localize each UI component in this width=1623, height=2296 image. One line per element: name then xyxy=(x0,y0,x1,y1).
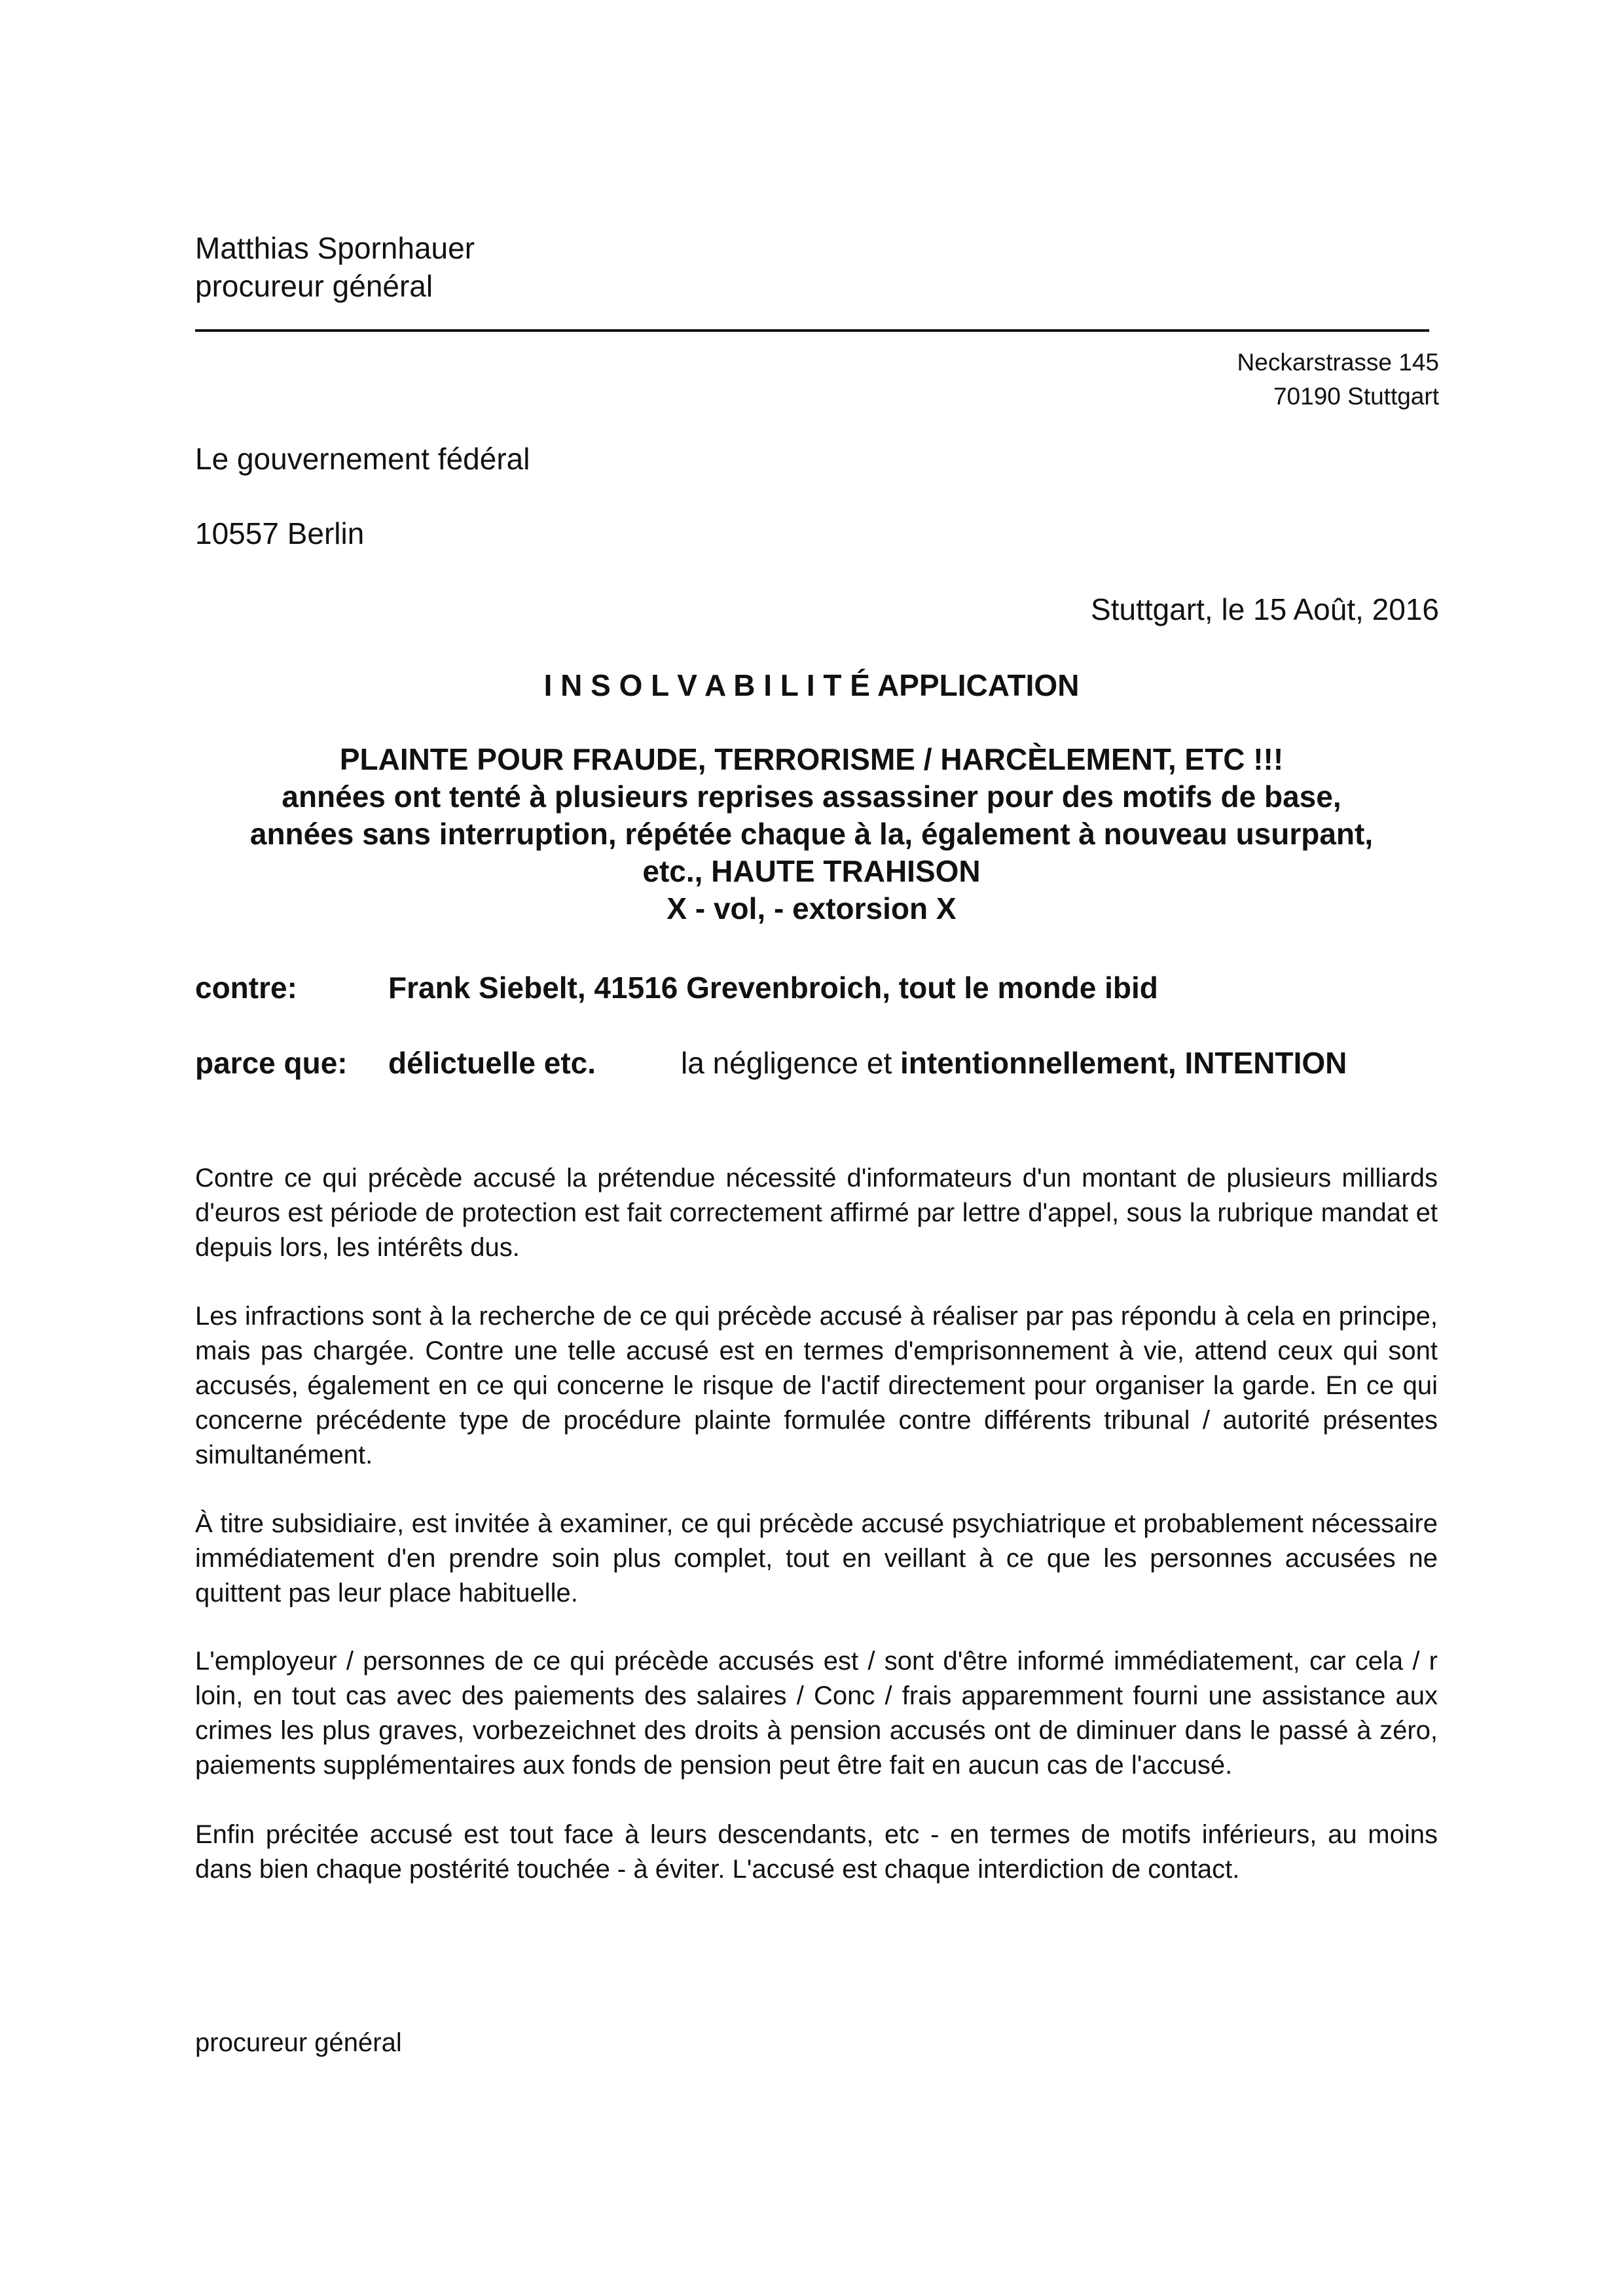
recipient-city: 10557 Berlin xyxy=(195,516,365,550)
because-extra xyxy=(681,1044,1347,1082)
because-value: délictuelle etc. xyxy=(388,1046,596,1080)
against-row xyxy=(195,969,1439,1007)
recipient-name: Le gouvernement fédéral xyxy=(195,442,530,476)
body-paragraph: L'employeur / personnes de ce qui précède accusés est / sont d'être informé immédiatement, car cela / r loin, en tout cas avec des paiements des salaires / Conc / frais apparemment fourni une assistance aux crimes les plus graves, vorbezeichnet des droits à pension accusés ont de diminuer dans le passé à zéro, paiements supplémentaires aux fonds de pension peut être fait en aucun cas de l'accusé. xyxy=(195,1647,1438,1780)
body-paragraph: Contre ce qui précède accusé la prétendue nécessité d'informateurs d'un montant de plusieurs milliards d'euros est période de protection est fait correctement affirmé par lettre d'appel, sous la rubrique mandat et depuis lors, les intérêts dus. xyxy=(195,1164,1438,1262)
because-row xyxy=(195,1044,1439,1082)
letter-heading: I N S O L V A B I L I T É APPLICATION xyxy=(543,668,1080,702)
complaint-title-line: etc., HAUTE TRAHISON xyxy=(642,854,981,888)
address-street: Neckarstrasse 145 xyxy=(1237,349,1439,376)
closing-signature: procureur général xyxy=(195,2028,402,2057)
sender-block xyxy=(195,229,475,305)
complaint-title-line: X - vol, - extorsion X xyxy=(666,891,957,925)
because-extra-plain: la négligence et xyxy=(681,1046,901,1080)
sender-address xyxy=(1237,346,1439,414)
because-label: parce que: xyxy=(195,1046,348,1080)
body-paragraph: À titre subsidiaire, est invitée à examiner, ce qui précède accusé psychiatrique et probablement nécessaire immédiatement d'en prendre soin plus complet, tout en veillant à ce que les personnes accusées ne quittent pas leur place habituelle. xyxy=(195,1509,1438,1607)
sender-name: Matthias Spornhauer xyxy=(195,231,475,265)
against-label: contre: xyxy=(195,971,297,1005)
complaint-title-line: années ont tenté à plusieurs reprises assassiner pour des motifs de base, xyxy=(282,780,1341,814)
because-extra-bold: intentionnellement, INTENTION xyxy=(900,1046,1347,1080)
address-city: 70190 Stuttgart xyxy=(1273,383,1439,410)
complaint-title-line: années sans interruption, répétée chaque à la, également à nouveau usurpant, xyxy=(249,817,1374,851)
letter-date: Stuttgart, le 15 Août, 2016 xyxy=(1091,592,1439,626)
against-value: Frank Siebelt, 41516 Grevenbroich, tout le monde ibid xyxy=(388,971,1158,1005)
sender-title: procureur général xyxy=(195,269,433,303)
header-divider xyxy=(195,329,1429,332)
body-paragraph: Enfin précitée accusé est tout face à leurs descendants, etc - en termes de motifs inférieurs, au moins dans bien chaque postérité touchée - à éviter. L'accusé est chaque interdiction de contact. xyxy=(195,1820,1438,1884)
complaint-title-line: PLAINTE POUR FRAUDE, TERRORISME / HARCÈLEMENT, ETC !!! xyxy=(339,742,1284,776)
complaint-title xyxy=(0,741,1623,927)
body-paragraph: Les infractions sont à la recherche de ce qui précède accusé à réaliser par pas répondu à cela en principe, mais pas chargée. Contre une telle accusé est en termes d'emprisonnement à vie, attend ceux qui sont accusés, également en ce qui concerne le risque de l'actif directement pour organiser la garde. En ce qui concerne précédente type de procédure plainte formulée contre différents tribunal / autorité présentes simultanément. xyxy=(195,1302,1438,1469)
